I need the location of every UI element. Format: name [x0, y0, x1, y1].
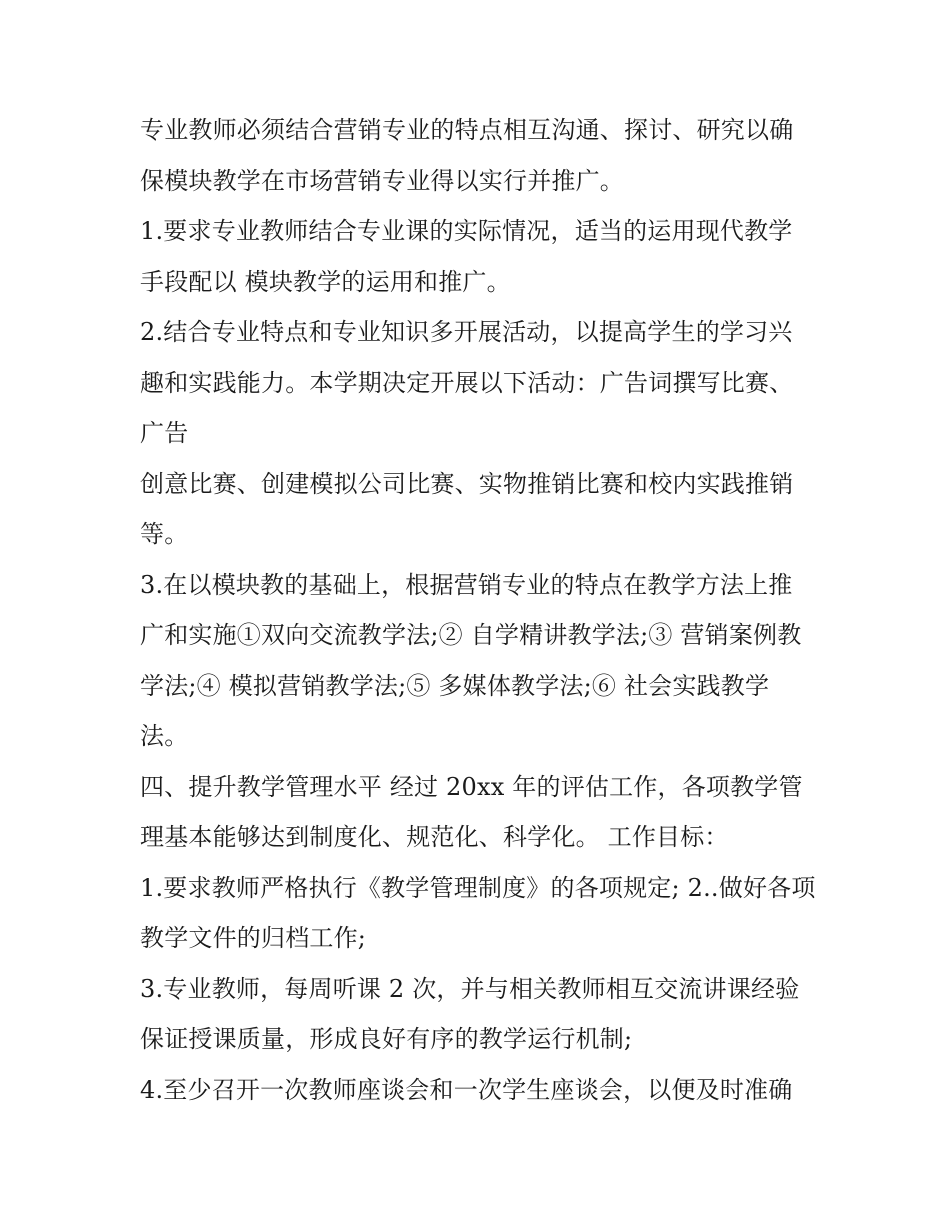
text-line: 理基本能够达到制度化、规范化、科学化。 工作目标：: [140, 823, 729, 851]
text-line: 等。: [140, 520, 189, 548]
text-line: 保证授课质量，形成良好有序的教学运行机制;: [140, 1025, 633, 1053]
document-body: [140, 105, 820, 1115]
text-line: 手段配以 模块教学的运用和推广。: [140, 267, 511, 296]
text-line: 创意比赛、创建模拟公司比赛、实物推销比赛和校内实践推销: [140, 469, 794, 498]
text-line: 广告: [140, 419, 189, 447]
text-line: 专业教师必须结合营销专业的特点相互沟通、探讨、研究以确: [140, 116, 794, 144]
text-line: 四、提升教学管理水平 经过 20xx 年的评估工作，各项教学管: [140, 772, 803, 801]
text-line: 广和实施①双向交流教学法;② 自学精讲教学法;③ 营销案例教: [140, 621, 802, 649]
text-line: 3.在以模块教的基础上，根据营销专业的特点在教学方法上推: [140, 570, 793, 599]
text-line: 3.专业教师，每周听课 2 次，并与相关教师相互交流讲课经验: [140, 974, 800, 1003]
text-line: 趣和实践能力。本学期决定开展以下活动：广告词撰写比赛、: [140, 368, 794, 397]
text-line: 2.结合专业特点和专业知识多开展活动，以提高学生的学习兴: [140, 318, 793, 346]
text-line: 教学文件的归档工作;: [140, 924, 367, 952]
text-line: 学法;④ 模拟营销教学法;⑤ 多媒体教学法;⑥ 社会实践教学: [140, 671, 770, 700]
text-line: 1.要求专业教师结合专业课的实际情况，适当的运用现代教学: [140, 217, 793, 245]
text-line: 4.至少召开一次教师座谈会和一次学生座谈会，以便及时准确: [140, 1075, 793, 1104]
text-line: 法。: [140, 722, 189, 750]
text-line: 1.要求教师严格执行《教学管理制度》的各项规定; 2..做好各项: [140, 873, 816, 902]
text-line: 保模块教学在市场营销专业得以实行并推广。: [140, 166, 624, 195]
